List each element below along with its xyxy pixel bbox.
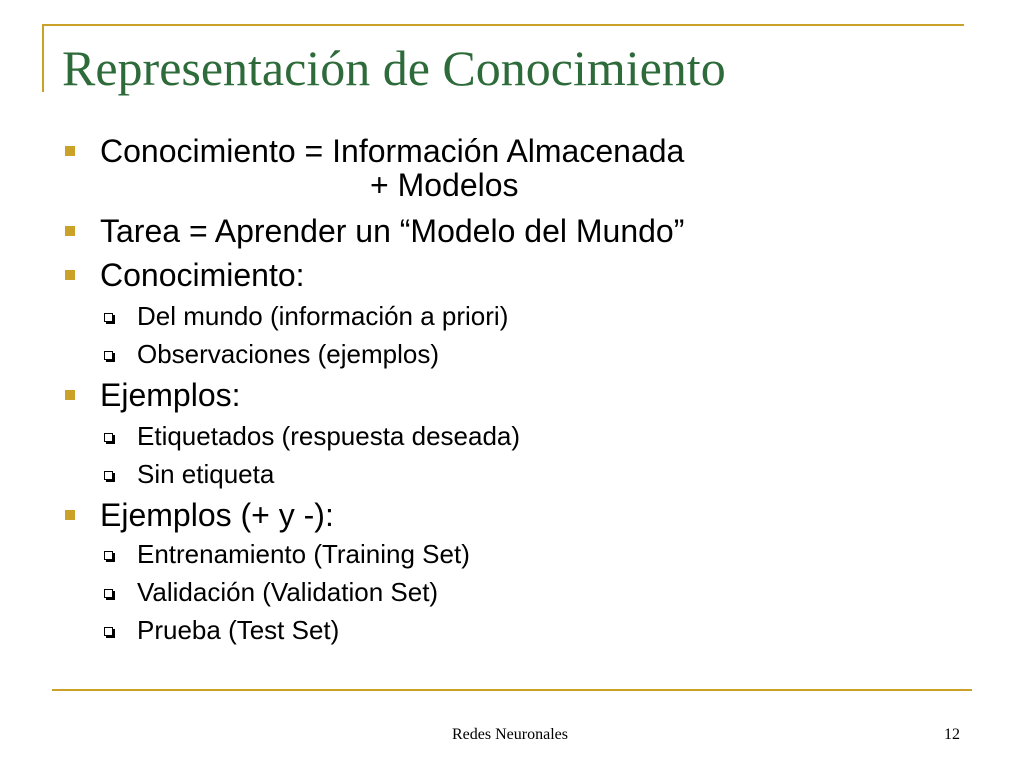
sub-bullet-item [137, 540, 470, 569]
hollow-square-bullet-icon [104, 433, 113, 442]
sub-bullet-item [137, 616, 339, 645]
bullet-item [100, 214, 684, 249]
sub-bullet-text: Sin etiqueta [137, 459, 275, 489]
sub-bullet-item [137, 340, 439, 369]
square-bullet-icon [65, 510, 75, 520]
bullet-item [100, 378, 241, 413]
bullet-continuation: + Modelos [370, 167, 519, 203]
footer-title: Redes Neuronales [452, 726, 568, 743]
bullet-text: Conocimiento: [100, 257, 305, 293]
bullet-text: Ejemplos: [100, 377, 241, 413]
slide-title: Representación de Conocimiento [62, 40, 726, 96]
bullet-item [100, 258, 305, 293]
hollow-square-bullet-icon [104, 351, 113, 360]
hollow-square-bullet-icon [104, 471, 113, 480]
hollow-square-bullet-icon [104, 313, 113, 322]
page-number: 12 [944, 726, 960, 743]
sub-bullet-item [137, 460, 274, 489]
sub-bullet-text: Entrenamiento (Training Set) [137, 539, 470, 569]
bullet-text: Ejemplos (+ y -): [100, 497, 334, 533]
hollow-square-bullet-icon [104, 589, 113, 598]
sub-bullet-text: Etiquetados (respuesta deseada) [137, 421, 521, 451]
bullet-text: Tarea = Aprender un “Modelo del Mundo” [100, 213, 685, 249]
bullet-item [100, 498, 334, 533]
square-bullet-icon [65, 226, 75, 236]
bullet-item [100, 134, 684, 169]
square-bullet-icon [65, 146, 75, 156]
sub-bullet-text: Del mundo (información a priori) [137, 301, 509, 331]
sub-bullet-item [137, 302, 508, 331]
hollow-square-bullet-icon [104, 551, 113, 560]
sub-bullet-text: Prueba (Test Set) [137, 615, 340, 645]
sub-bullet-text: Validación (Validation Set) [137, 577, 439, 607]
square-bullet-icon [65, 390, 75, 400]
sub-bullet-text: Observaciones (ejemplos) [137, 339, 440, 369]
sub-bullet-item [137, 578, 438, 607]
square-bullet-icon [65, 270, 75, 280]
sub-bullet-item [137, 422, 520, 451]
bullet-text: Conocimiento = Información Almacenada [100, 133, 685, 169]
footer-rule [52, 689, 972, 691]
hollow-square-bullet-icon [104, 627, 113, 636]
